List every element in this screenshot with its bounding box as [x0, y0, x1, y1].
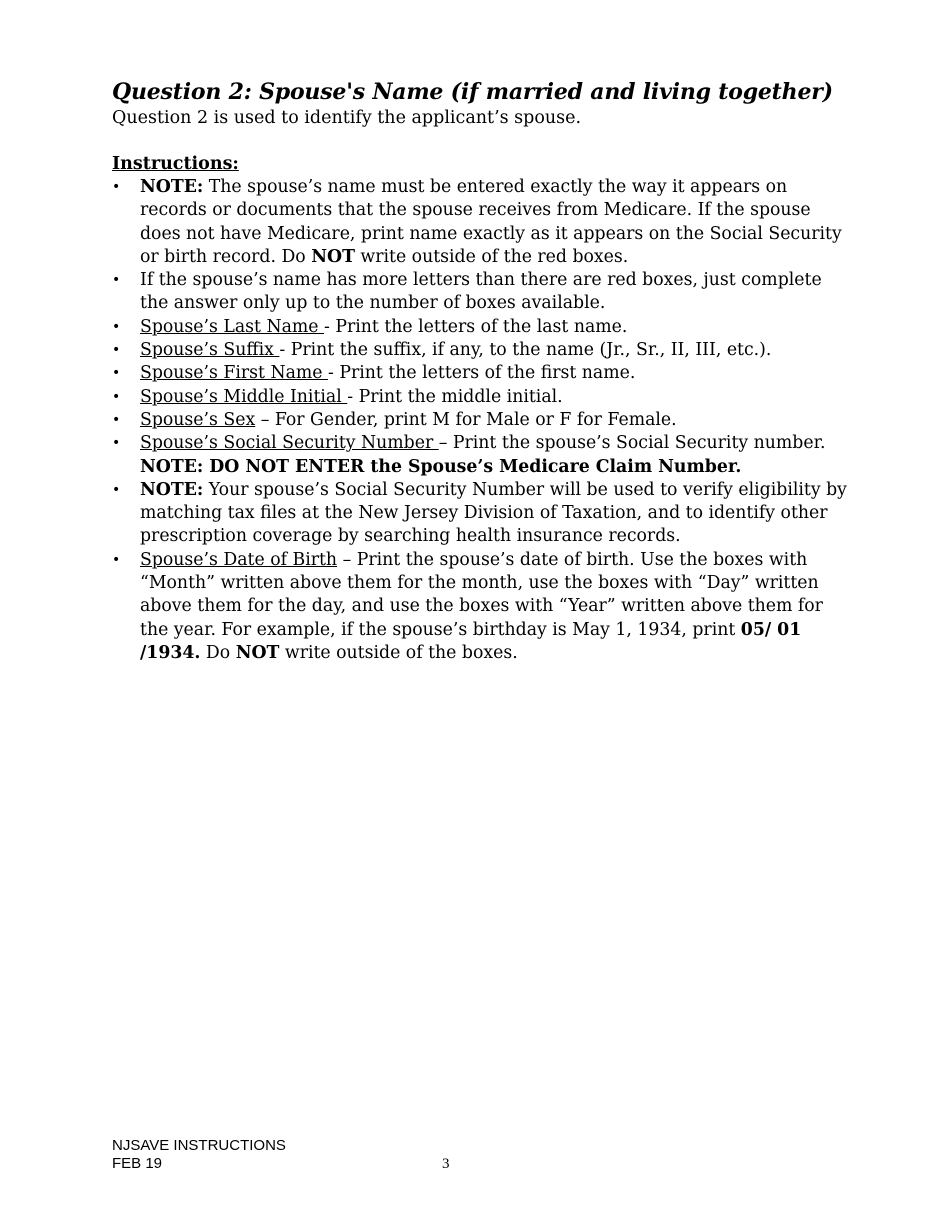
field-label-first-name: Spouse’s First Name — [140, 363, 329, 384]
emphasis-not: NOT — [235, 642, 280, 663]
instructions-heading: Instructions: — [112, 154, 239, 174]
footer-document-id — [112, 1137, 286, 1173]
bullet-icon: • — [112, 318, 121, 335]
date-example: 05/ 01 /1934. — [140, 619, 802, 663]
bullet-icon: • — [112, 435, 121, 452]
list-item-name-note — [112, 176, 847, 269]
field-label-suffix: Spouse’s Suffix — [140, 340, 280, 361]
list-item-long-name — [112, 269, 847, 316]
list-item-suffix — [112, 339, 847, 362]
bullet-icon: • — [112, 481, 121, 498]
item-text: If the spouse’s name has more letters than there are red boxes, just complete the answer only up to the number of boxes available. — [140, 270, 822, 314]
emphasis-not: NOT — [311, 246, 355, 267]
bullet-icon: • — [112, 551, 121, 568]
note-label: NOTE: — [140, 177, 204, 197]
item-text: - Print the suffix, if any, to the name (Jr., Sr., II, III, etc.). — [279, 340, 772, 361]
page-title: Question 2: Spouse's Name (if married and living together) — [112, 79, 833, 105]
bullet-icon: • — [112, 388, 121, 405]
list-item-last-name — [112, 316, 847, 339]
item-text: – For Gender, print M for Male or F for Female. — [255, 409, 677, 430]
bullet-icon: • — [112, 179, 121, 195]
intro-paragraph: Question 2 is used to identify the applicant’s spouse. — [112, 108, 582, 128]
list-item-first-name — [112, 362, 847, 385]
note-label: NOTE: — [140, 479, 204, 500]
medicare-claim-note: NOTE: DO NOT ENTER the Spouse’s Medicare Claim Number. — [140, 456, 742, 477]
item-text: write outside of the red boxes. — [354, 246, 629, 267]
list-item-date-of-birth — [112, 549, 847, 665]
bullet-icon: • — [112, 272, 121, 289]
item-text: Do — [200, 642, 236, 663]
footer-line-date: FEB 19 — [112, 1155, 163, 1172]
field-label-last-name: Spouse’s Last Name — [140, 316, 325, 337]
list-item-ssn-note — [112, 479, 847, 549]
item-text: Your spouse’s Social Security Number will be used to verify eligibility by matching tax files at the New Jersey Division of Taxation, and to identify other prescription coverage by searching health insurance records. — [140, 479, 847, 547]
item-text: write outside of the boxes. — [279, 642, 518, 663]
footer-line-title: NJSAVE INSTRUCTIONS — [112, 1137, 286, 1154]
item-text: - Print the middle initial. — [347, 386, 563, 407]
list-item-ssn — [112, 432, 847, 479]
item-text: – Print the spouse’s date of birth. Use the boxes with “Month” written above them for the month, use the boxes with “Day” written above them for the day, and use the boxes with “Year” written above them for the year. For example, if the spouse’s birthday is May 1, 1934, print — [140, 549, 823, 640]
field-label-date-of-birth: Spouse’s Date of Birth — [140, 549, 338, 570]
instructions-list — [112, 176, 847, 665]
field-label-ssn: Spouse’s Social Security Number — [140, 433, 439, 454]
list-item-sex — [112, 409, 847, 432]
item-text: – Print the spouse’s Social Security number. — [438, 433, 826, 454]
bullet-icon: • — [112, 365, 121, 382]
field-label-middle-initial: Spouse’s Middle Initial — [140, 386, 348, 407]
item-text: The spouse’s name must be entered exactly the way it appears on records or documents that the spouse receives from Medicare. If the spouse does not have Medicare, print name exactly as it appears on the Social Security or birth record. Do — [140, 177, 842, 267]
field-label-sex: Spouse’s Sex — [140, 409, 256, 430]
item-text: - Print the letters of the last name. — [324, 316, 628, 337]
list-item-middle-initial — [112, 386, 847, 409]
page-number: 3 — [442, 1156, 450, 1172]
bullet-icon: • — [112, 342, 121, 359]
bullet-icon: • — [112, 411, 121, 428]
item-text: - Print the letters of the first name. — [328, 363, 636, 384]
